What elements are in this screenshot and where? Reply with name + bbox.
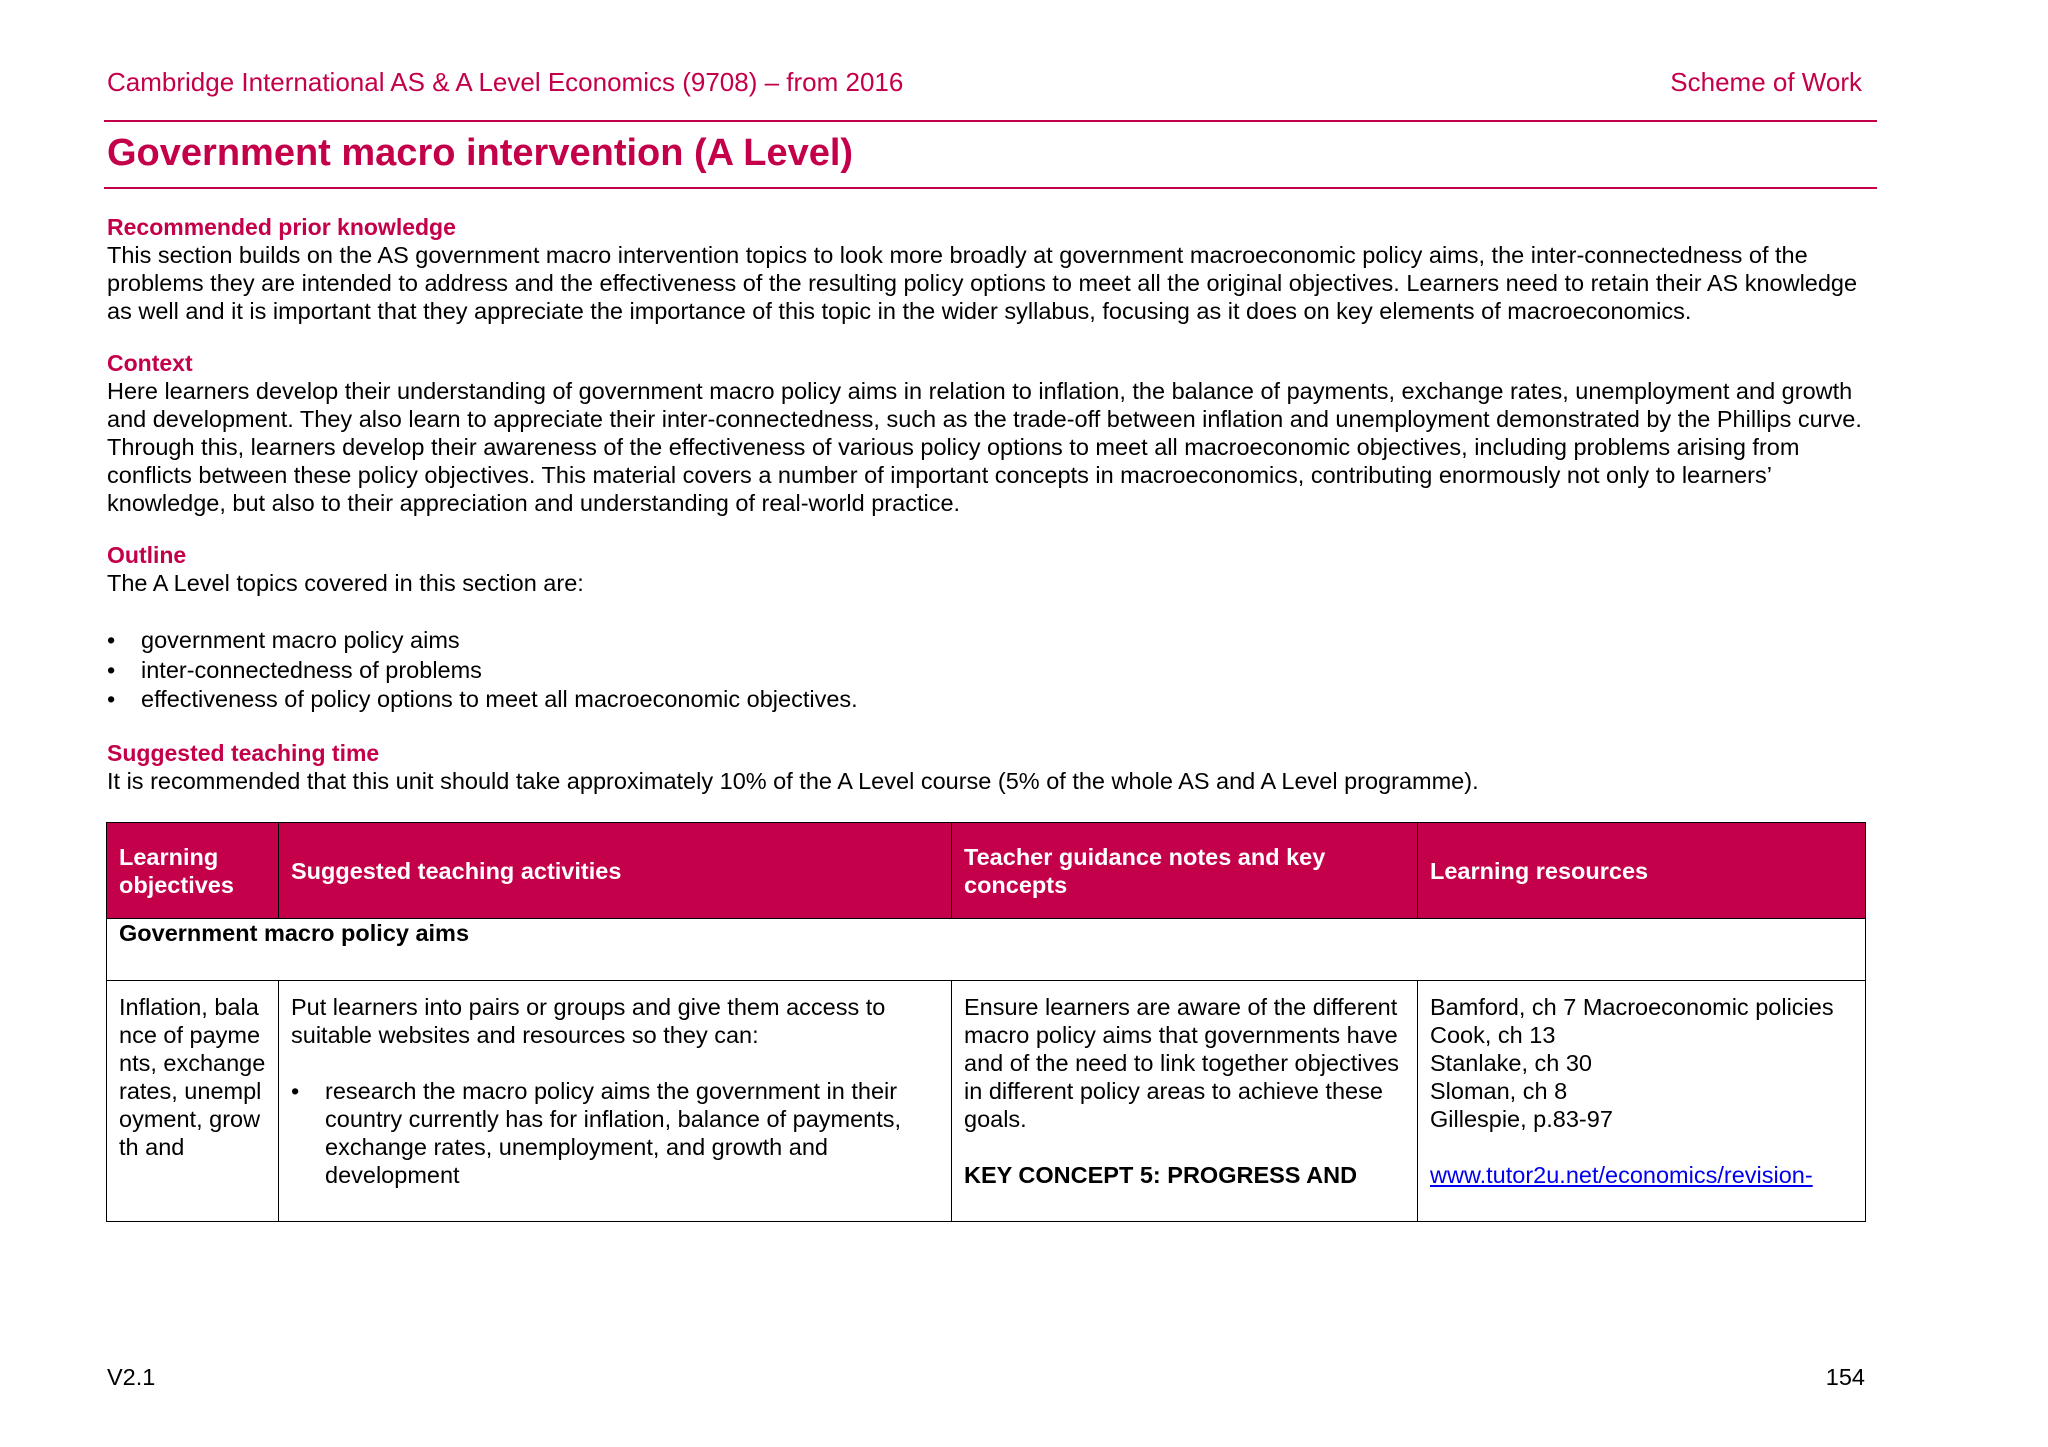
resource-item: Stanlake, ch 30: [1430, 1050, 1592, 1076]
guidance-cell: [952, 981, 1418, 1222]
column-header-activities: Suggested teaching activities: [279, 823, 952, 919]
document-header-title: Cambridge International AS & A Level Economics (9708) – from 2016: [107, 67, 904, 97]
resource-link[interactable]: www.tutor2u.net/economics/revision-: [1430, 1162, 1813, 1188]
resource-item: Gillespie, p.83-97: [1430, 1106, 1613, 1132]
activities-intro: Put learners into pairs or groups and give them access to suitable websites and resources so they can:: [291, 994, 886, 1048]
prior-knowledge-text: This section builds on the AS government macro intervention topics to look more broadly at government macroeconomic policy aims, the inter-connectedness of the problems they are intended to address and the effectiveness of the resulting policy options to meet all the original objectives. Learners need to retain their AS knowledge as well and it is important that they appreciate the importance of this topic in the wider syllabus, focusing as it does on key elements of macroeconomics.: [107, 242, 1858, 324]
outline-list: [107, 626, 1707, 715]
list-item: • inter-connectedness of problems: [107, 656, 1707, 686]
key-concept-label: KEY CONCEPT 5: PROGRESS AND: [964, 1162, 1358, 1188]
document-header-type: Scheme of Work: [1670, 67, 1862, 97]
activities-cell: [279, 981, 952, 1222]
guidance-text: Ensure learners are aware of the different macro policy aims that governments have and of the need to link together objectives in different policy areas to achieve these goals.: [964, 994, 1400, 1132]
header-divider: [104, 120, 1877, 122]
resource-item: Cook, ch 13: [1430, 1022, 1556, 1048]
resource-item: Sloman, ch 8: [1430, 1078, 1568, 1104]
column-header-resources: Learning resources: [1418, 823, 1866, 919]
context-heading: Context: [107, 350, 193, 376]
outline-text: The A Level topics covered in this section are:: [107, 570, 584, 596]
resource-item: Bamford, ch 7 Macroeconomic policies: [1430, 994, 1834, 1020]
section-title: Government macro policy aims: [107, 919, 1866, 981]
prior-knowledge-heading: Recommended prior knowledge: [107, 214, 456, 240]
list-item: • government macro policy aims: [107, 626, 1707, 656]
teaching-time-heading: Suggested teaching time: [107, 740, 380, 766]
resources-cell: [1418, 981, 1866, 1222]
table-section-row: [107, 919, 1866, 981]
page-title: Government macro intervention (A Level): [107, 132, 854, 174]
column-header-objectives: Learning objectives: [107, 823, 279, 919]
activities-list: [291, 1077, 939, 1189]
teaching-time-text: It is recommended that this unit should take approximately 10% of the A Level course (5% of the whole AS and A Level programme).: [107, 768, 1479, 794]
column-header-guidance: Teacher guidance notes and key concepts: [952, 823, 1418, 919]
page-number: 154: [1825, 1364, 1865, 1390]
table-row: [107, 981, 1866, 1222]
list-item: • research the macro policy aims the government in their country currently has for inflation, balance of payments, exchange rates, unemployment, and growth and development: [291, 1077, 939, 1189]
version-label: V2.1: [107, 1364, 156, 1390]
scheme-of-work-table: [106, 822, 1866, 1222]
list-item: • effectiveness of policy options to meet all macroeconomic objectives.: [107, 685, 1707, 715]
objectives-cell: Inflation, balance of payments, exchange rates, unemployment, growth and: [107, 981, 279, 1222]
title-divider: [104, 187, 1877, 189]
outline-heading: Outline: [107, 542, 187, 568]
context-text: Here learners develop their understanding of government macro policy aims in relation to inflation, the balance of payments, exchange rates, unemployment and growth and development. They also learn to appreciate their inter-connectedness, such as the trade-off between inflation and unemployment demonstrated by the Phillips curve. Through this, learners develop their awareness of the effectiveness of various policy options to meet all macroeconomic objectives, including problems arising from conflicts between these policy objectives. This material covers a number of important concepts in macroeconomics, contributing enormously not only to learners’ knowledge, but also to their appreciation and understanding of real-world practice.: [107, 378, 1862, 516]
table-header-row: [107, 823, 1866, 919]
